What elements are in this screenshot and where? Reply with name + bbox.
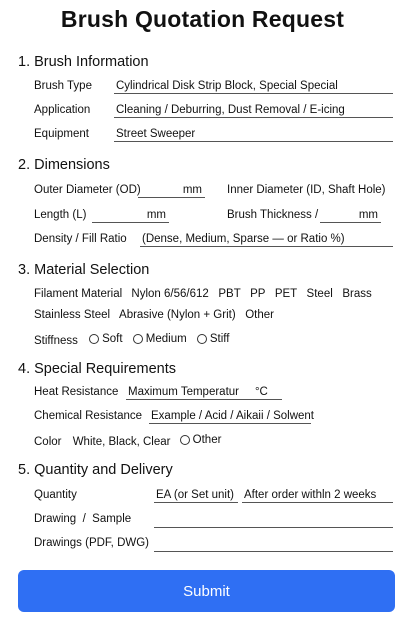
stiffness-medium-label: Medium bbox=[145, 333, 187, 345]
drawing-sample-label: Drawing / Sample bbox=[34, 513, 132, 525]
section-quantity-delivery: 5. Quantity and Delivery bbox=[18, 462, 173, 478]
brush-type-label: Brush Type bbox=[34, 80, 92, 92]
length-label: Length (L) bbox=[34, 209, 87, 221]
application-label: Application bbox=[34, 104, 91, 116]
density-field[interactable]: (Dense, Medium, Sparse — or Ratio %) bbox=[140, 233, 393, 247]
heat-resistance-label: Heat Resistance bbox=[34, 386, 119, 398]
quantity-row bbox=[34, 489, 393, 501]
equipment-row bbox=[34, 128, 393, 140]
color-other-option[interactable] bbox=[180, 434, 222, 446]
drawings-file-field[interactable] bbox=[154, 551, 393, 552]
stiffness-soft-option[interactable] bbox=[89, 333, 122, 345]
length-row bbox=[34, 209, 393, 221]
stiffness-stiff-label: Stiff bbox=[209, 333, 230, 345]
stiffness-soft-label: Soft bbox=[102, 333, 123, 345]
filament-options-2[interactable]: Stainless Steel Abrasive (Nylon + Grit) Other bbox=[34, 309, 274, 321]
filament-options[interactable]: Nylon 6/56/612 PBT PP PET Steel Brass bbox=[131, 288, 372, 300]
equipment-field[interactable]: Street Sweeper bbox=[114, 128, 393, 142]
brush-type-field[interactable]: Cylindrical Disk Strip Block, Special Special bbox=[114, 80, 393, 94]
section-brush-information: 1. Brush Information bbox=[18, 54, 149, 70]
quantity-field[interactable]: EA (or Set unit) bbox=[154, 489, 238, 503]
stiffness-stiff-option[interactable] bbox=[197, 333, 230, 345]
radio-icon[interactable] bbox=[89, 334, 99, 344]
density-row bbox=[34, 233, 393, 245]
color-label: Color bbox=[34, 436, 62, 448]
application-row bbox=[34, 104, 393, 116]
drawing-row bbox=[34, 513, 393, 525]
color-options[interactable]: White, Black, Clear bbox=[72, 436, 171, 448]
inner-diameter-label: Inner Diameter (ID, Shaft Hole) bbox=[227, 184, 386, 196]
brush-thickness-unit: mm bbox=[358, 209, 378, 221]
density-label: Density / Fill Ratio bbox=[34, 233, 127, 245]
color-row bbox=[34, 434, 393, 448]
delivery-field[interactable]: After order withln 2 weeks bbox=[242, 489, 393, 503]
stiffness-row bbox=[34, 333, 393, 347]
filament-material-label: Filament Material bbox=[34, 288, 123, 300]
diameter-row bbox=[34, 184, 393, 196]
radio-icon[interactable] bbox=[180, 435, 190, 445]
outer-diameter-label: Outer Diameter (OD) bbox=[34, 184, 141, 196]
heat-resistance-field[interactable]: Maximum Temperatur °C bbox=[126, 386, 282, 400]
radio-icon[interactable] bbox=[197, 334, 207, 344]
quantity-label: Quantity bbox=[34, 489, 77, 501]
stiffness-medium-option[interactable] bbox=[133, 333, 187, 345]
outer-diameter-unit: mm bbox=[182, 184, 202, 196]
submit-button[interactable]: Submit bbox=[18, 570, 395, 612]
section-special-requirements: 4. Special Requirements bbox=[18, 361, 176, 377]
page-title: Brush Quotation Request bbox=[60, 6, 345, 32]
stiffness-label: Stiffness bbox=[34, 335, 78, 347]
length-unit: mm bbox=[146, 209, 166, 221]
heat-row bbox=[34, 386, 393, 398]
drawings-file-label: Drawings (PDF, DWG) bbox=[34, 537, 150, 549]
drawings-row bbox=[34, 537, 393, 549]
chemical-resistance-label: Chemical Resistance bbox=[34, 410, 143, 422]
application-field[interactable]: Cleaning / Deburring, Dust Removal / E-icing bbox=[114, 104, 393, 118]
section-dimensions: 2. Dimensions bbox=[18, 157, 110, 173]
color-other-label: Other bbox=[192, 434, 222, 446]
brush-thickness-field[interactable] bbox=[320, 209, 381, 223]
outer-diameter-field[interactable] bbox=[138, 184, 205, 198]
section-material-selection: 3. Material Selection bbox=[18, 262, 150, 278]
chemical-resistance-field[interactable]: Example / Acid / Aikaii / Solwent bbox=[151, 410, 314, 422]
brush-type-row bbox=[34, 80, 393, 92]
brush-thickness-label: Brush Thickness / bbox=[227, 209, 319, 221]
radio-icon[interactable] bbox=[133, 334, 143, 344]
filament-row bbox=[34, 288, 393, 300]
drawing-sample-field[interactable] bbox=[154, 527, 393, 528]
chemical-row bbox=[34, 410, 393, 422]
equipment-label: Equipment bbox=[34, 128, 89, 140]
length-field[interactable] bbox=[92, 209, 169, 223]
